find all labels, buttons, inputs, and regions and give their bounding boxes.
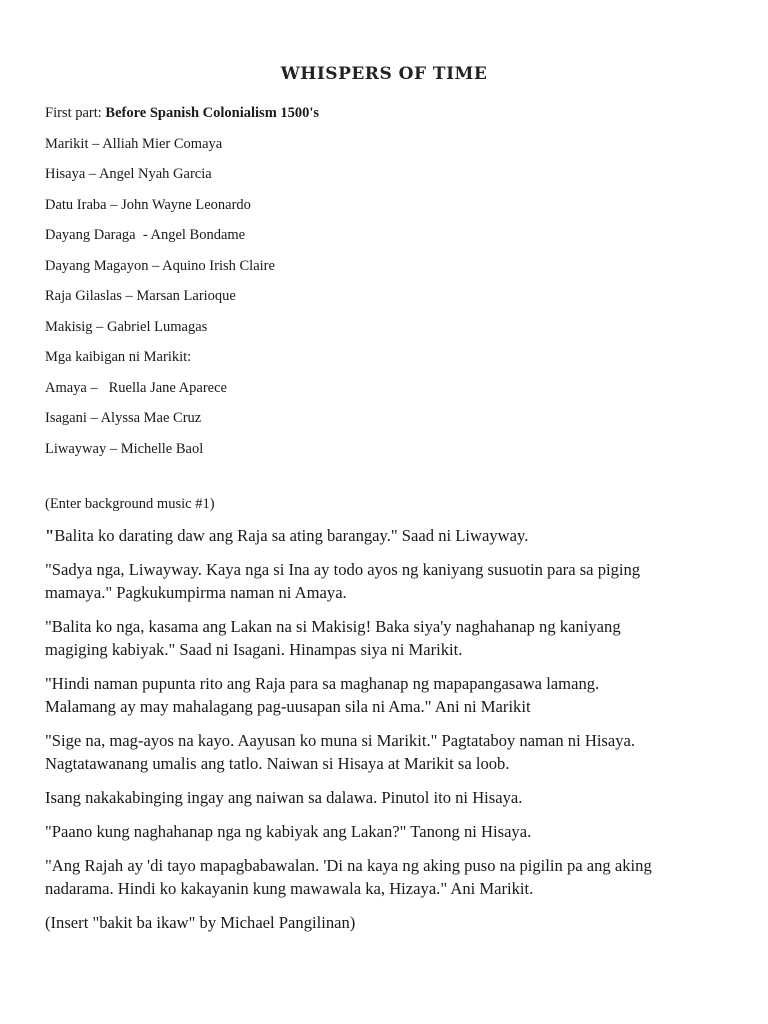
- cast-item: Hisaya – Angel Nyah Garcia: [45, 166, 212, 182]
- cast-list: [45, 98, 735, 464]
- cast-item: Makisig – Gabriel Lumagas: [45, 318, 208, 335]
- cast-item: Dayang Magayon – Aquino Irish Claire: [45, 257, 275, 274]
- story-paragraph: "Paano kung naghahanap nga ng kabiyak ang Lakan?" Tanong ni Hisaya.: [45, 822, 532, 841]
- story-paragraph: "Sige na, mag-ayos na kayo. Aayusan ko muna si Marikit." Pagtataboy naman ni Hisaya. Nagtatawanang umalis ang tatlo. Naiwan si Hisaya at Marikit sa loob.: [45, 731, 636, 773]
- cast-item: Isagani – Alyssa Mae Cruz: [45, 410, 202, 426]
- story-paragraph: Isang nakakabinging ingay ang naiwan sa dalawa. Pinutol ito ni Hisaya.: [45, 788, 523, 807]
- story-paragraph: "Balita ko nga, kasama ang Lakan na si Makisig! Baka siya'y naghahanap ng kaniyang magiging kabiyak." Saad ni Isagani. Hinampas siya ni Marikit.: [45, 617, 621, 659]
- cast-item: Dayang Daraga - Angel Bondame: [45, 227, 246, 243]
- story-paragraph: [45, 524, 735, 547]
- cast-item: Marikit – Alliah Mier Comaya: [45, 135, 223, 152]
- cast-item: Amaya – Ruella Jane Aparece: [45, 379, 227, 396]
- story-body: [45, 524, 735, 945]
- paragraph-text: Balita ko darating daw ang Raja sa ating barangay." Saad ni Liwayway.: [54, 526, 529, 545]
- music-cue: (Enter background music #1): [45, 496, 215, 512]
- story-paragraph: "Hindi naman pupunta rito ang Raja para sa maghanap ng mapapangasawa lamang. Malamang ay may mahalagang pag-uusapan sila ni Ama." Ani ni Marikit: [45, 674, 600, 716]
- cast-item: Raja Gilaslas – Marsan Larioque: [45, 288, 236, 304]
- document-title: WHISPERS OF TIME: [280, 64, 488, 84]
- cast-item: Datu Iraba – John Wayne Leonardo: [45, 196, 251, 213]
- story-paragraph: (Insert "bakit ba ikaw" by Michael Pangilinan): [45, 913, 356, 932]
- part-prefix: First part:: [45, 105, 106, 121]
- opening-quote: ": [45, 526, 55, 545]
- cast-subheading: Mga kaibigan ni Marikit:: [45, 349, 192, 365]
- story-paragraph: "Sadya nga, Liwayway. Kaya nga si Ina ay todo ayos ng kaniyang susuotin para sa piging mamaya." Pagkukumpirma naman ni Amaya.: [45, 560, 641, 602]
- cast-item: Liwayway – Michelle Baol: [45, 440, 204, 457]
- part-heading-line: [45, 98, 735, 129]
- story-paragraph: "Ang Rajah ay 'di tayo mapagbabawalan. 'Di na kaya ng aking puso na pigilin pa ang aking nadarama. Hindi ko kakayanin kung mawawala ka, Hizaya." Ani Marikit.: [45, 856, 652, 898]
- part-heading: Before Spanish Colonialism 1500's: [105, 105, 320, 121]
